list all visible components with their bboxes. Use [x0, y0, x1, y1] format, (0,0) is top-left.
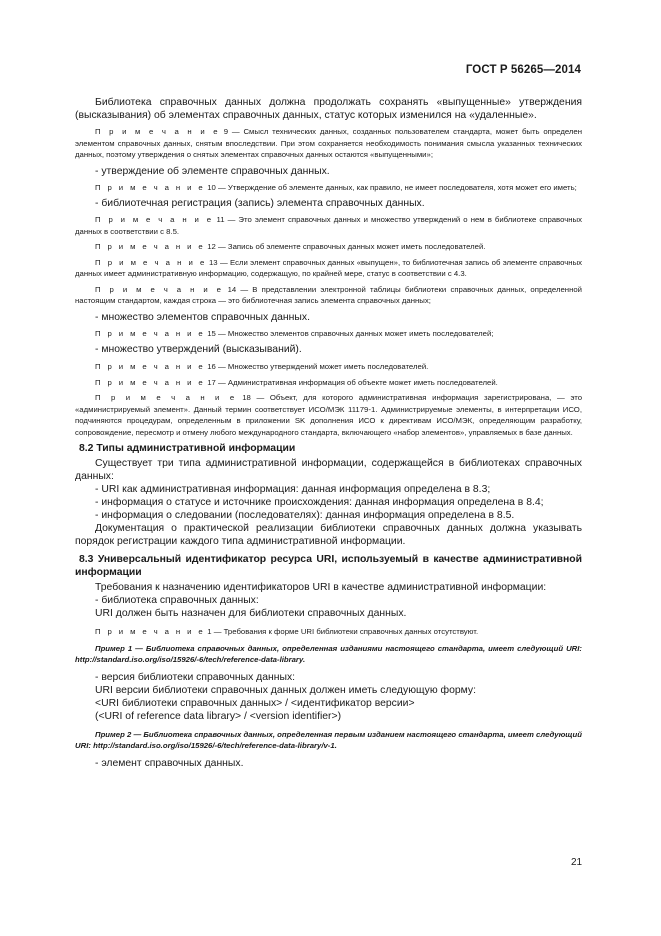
list-item: - URI как административная информация: данная информация определена в 8.3; — [95, 484, 491, 495]
note-label: П р и м е ч а н и е — [95, 182, 206, 192]
paragraph: Документация о практической реализации библиотеки справочных данных должна указывать порядок регистрации каждого типа административной информации. — [75, 523, 582, 547]
list-item: - информация о следовании (последователях): данная информация определена в 8.5. — [95, 510, 515, 521]
note-label: П р и м е ч а н и е — [95, 328, 206, 338]
page-number: 21 — [571, 857, 583, 868]
example-2: Пример 2 — Библиотека справочных данных, определенная первым изданием настоящего стандарта, имеет следующий URI: http://standard.iso.org/iso/15926/-6/tech/reference-data-library/v-1. — [75, 729, 582, 750]
note-label: П р и м е ч а н и е — [95, 215, 214, 224]
note-1: П р и м е ч а н и е 1 — Требования к форме URI библиотеки справочных данных отсутствуют. — [95, 627, 479, 636]
note-17: П р и м е ч а н и е 17 — Административная информация об объекте может иметь последователей. — [95, 377, 498, 387]
section-heading-8-2: 8.2 Типы административной информации — [79, 443, 296, 454]
section-heading-8-3: 8.3 Универсальный идентификатор ресурса URI, используемый в качестве административной информации — [75, 554, 582, 578]
note-label: П р и м е ч а н и е — [95, 242, 206, 251]
example-1: Пример 1 — Библиотека справочных данных, определенная изданиями настоящего стандарта, имеет следующий URI: http://standard.iso.org/iso/15926/-6/tech/reference-data-library. — [75, 643, 582, 664]
list-item: URI версии библиотеки справочных данных должен иметь следующую форму: — [95, 684, 476, 696]
uri-format: <URI библиотеки справочных данных> / <идентификатор версии> — [95, 697, 415, 709]
note-9: П р и м е ч а н и е 9 — Смысл технических данных, созданных пользователем стандарта, может быть определен элементом справочных данных, снятым впоследствии. При этом сохраняется необходимость понимания смысла указанных технических данных, поэтому утверждения о снятых элементах справочных данных остаются «выпущенными»; — [75, 127, 583, 159]
note-label: П р и м е ч а н и е — [95, 627, 206, 636]
note-label: П р и м е ч а н и е — [95, 377, 206, 387]
list-item: - утверждение об элементе справочных данных. — [95, 165, 330, 177]
paragraph: Требования к назначению идентификаторов URI в качестве административной информации: — [95, 582, 547, 593]
list-item: - элемент справочных данных. — [95, 757, 244, 769]
list-item: URI должен быть назначен для библиотеки справочных данных. — [95, 608, 407, 619]
note-13: П р и м е ч а н и е 13 — Если элемент справочных данных «выпущен», то библиотечная запись об элементе справочных данных имеет административную информацию, содержащую, по крайней мере, статус в соответствии с 4.3. — [75, 257, 583, 278]
note-15: П р и м е ч а н и е 15 — Множество элементов справочных данных может иметь последователей; — [95, 328, 494, 338]
list-item: - библиотека справочных данных: — [95, 595, 259, 606]
list-item: - множество элементов справочных данных. — [95, 311, 310, 323]
list-item: - библиотечная регистрация (запись) элемента справочных данных. — [95, 198, 425, 209]
note-11: П р и м е ч а н и е 11 — Это элемент справочных данных и множество утверждений о нем в библиотеке справочных данных в соответствии с 8.5. — [75, 215, 582, 236]
note-label: П р и м е ч а н и е — [95, 127, 220, 136]
note-14: П р и м е ч а н и е 14 — В представлении электронной таблицы библиотеки справочных данных, определенной настоящим стандартом, каждая строка — это библиотечная запись элемента справочных данных; — [75, 284, 582, 305]
note-18: П р и м е ч а н и е 18 — Объект, для которого административная информация зарегистрирована, — это «администрируемый элемент». Данный термин соответствует ИСО/МЭК 11179-1. Администрируемые элементы, в интерпретации ИСО, подчиняются процедурам, определенным в приложении SK дополнения ИСО к директивам ИСО/МЭК, определяющим разработку, сопровождение, пересмотр и отмену любого международного стандарта, включающего «набор элементов», управляемых в базе данных. — [75, 393, 583, 437]
note-10: П р и м е ч а н и е 10 — Утверждение об элементе данных, как правило, не имеет последователя, хотя может его иметь; — [95, 182, 577, 192]
note-16: П р и м е ч а н и е 16 — Множество утверждений может иметь последователей. — [95, 362, 429, 371]
list-item: - множество утверждений (высказываний). — [95, 344, 302, 355]
page-content — [75, 96, 582, 770]
paragraph: Библиотека справочных данных должна продолжать сохранять «выпущенные» утверждения (высказывания) об элементах справочных данных, статус которых изменился на «удаленные». — [75, 97, 582, 121]
uri-format-en: (<URI of reference data library> / <version identifier>) — [95, 710, 342, 722]
note-label: П р и м е ч а н и е — [95, 362, 206, 371]
note-label: П р и м е ч а н и е — [95, 284, 224, 294]
list-item: - информация о статусе и источнике происхождения: данная информация определена в 8.4; — [95, 497, 544, 508]
note-12: П р и м е ч а н и е 12 — Запись об элементе справочных данных может иметь последователей. — [95, 242, 486, 251]
list-item: - версия библиотеки справочных данных: — [95, 671, 296, 683]
note-label: П р и м е ч а н и е — [95, 257, 207, 267]
document-header: ГОСТ Р 56265—2014 — [465, 64, 581, 76]
paragraph: Существует три типа административной информации, содержащейся в библиотеках справочных данных: — [75, 458, 582, 482]
note-label: П р и м е ч а н и е — [95, 393, 237, 402]
